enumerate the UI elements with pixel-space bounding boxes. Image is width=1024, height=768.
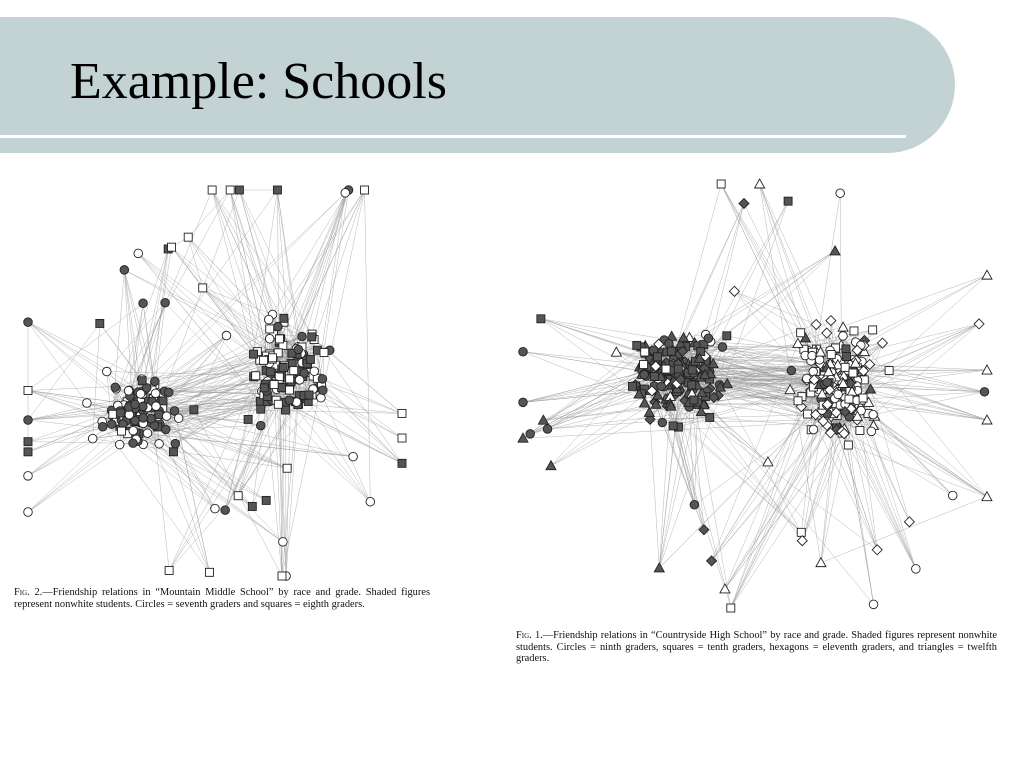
circle-node [256,421,265,430]
circle-node [808,351,817,360]
circle-node [222,331,231,340]
square-node [306,355,314,363]
edge [694,402,697,505]
edge [281,193,346,339]
circle-node [543,425,552,434]
circle-node [174,414,183,423]
edge [711,203,744,341]
square-node [278,384,286,392]
circle-node [162,425,171,434]
square-node [250,350,258,358]
square-node [208,186,216,194]
figure-caption-right [516,630,997,665]
circle-node [24,318,33,327]
figure-caption-left [14,587,430,610]
circle-node [88,434,97,443]
square-node [628,382,636,390]
square-node [869,326,877,334]
square-node [278,572,286,580]
square-node [537,315,545,323]
circle-node [108,420,117,429]
circle-node [802,374,811,383]
edge [675,395,731,608]
square-node [252,372,260,380]
circle-node [102,367,111,376]
square-node [723,332,731,340]
square-node [797,329,805,337]
square-node [257,405,265,413]
square-node [794,397,802,405]
circle-node [690,500,699,509]
triangle-node [755,179,765,188]
circle-node [294,345,303,354]
hexagon-node [826,316,836,326]
circle-node [139,299,148,308]
square-node [308,333,316,341]
square-node [279,363,287,371]
square-node [275,335,283,343]
square-node [155,411,163,419]
circle-node [839,332,848,341]
square-node [283,464,291,472]
square-node [885,367,893,375]
square-node [850,327,858,335]
caption-text: —Friendship relations in “Countryside High School” by race and grade. Shaded figures represent nonwhite students. Circles = ninth graders, squares = tenth graders, hexagons = eleventh graders, and triangles = twelfth graders. [516,630,998,664]
figure-label: Fig. 2. [14,587,43,598]
square-node [260,384,268,392]
edge [272,400,402,463]
edge [844,429,873,605]
hexagon-node [974,319,984,329]
circle-node [298,332,307,341]
square-node [667,347,675,355]
circle-node [366,497,375,506]
square-node [688,366,696,374]
square-node [159,397,167,405]
circle-node [134,249,143,258]
circle-node [98,422,107,431]
triangle-node [816,558,826,567]
slide-title: Example: Schools [70,53,447,110]
circle-node [264,315,273,324]
square-node [688,381,696,389]
square-node [320,349,328,357]
square-node [266,325,274,333]
circle-node [136,390,145,399]
square-node [260,356,268,364]
edge [721,184,831,367]
edge [175,444,215,509]
square-node [849,369,857,377]
circle-node [657,382,666,391]
square-node [361,186,369,194]
circle-node [115,440,124,449]
square-node [305,391,313,399]
triangle-node [838,322,848,331]
square-node [784,197,792,205]
square-node [205,568,213,576]
circle-node [151,377,160,386]
edge [188,237,306,360]
circle-node [24,472,33,481]
hexagon-node [729,286,739,296]
circle-node [124,386,133,395]
circle-node [948,491,957,500]
square-node [844,441,852,449]
edge [291,381,402,438]
square-node [248,502,256,510]
figure-label: Fig. 1. [516,630,543,641]
edge [673,184,721,359]
circle-node [265,334,274,343]
circle-node [151,389,160,398]
square-node [286,375,294,383]
circle-node [912,565,921,574]
edge [650,419,659,568]
circle-node [274,322,283,331]
circle-node [285,396,294,405]
hexagon-node [904,517,914,527]
circle-node [24,508,33,517]
square-node [633,341,641,349]
square-node [654,353,662,361]
square-node [109,410,117,418]
square-node [269,354,277,362]
circle-node [980,388,989,397]
circle-node [155,440,164,449]
square-node [273,186,281,194]
edge [28,303,143,390]
circle-node [295,376,304,385]
square-node [842,345,850,353]
square-node [669,422,677,430]
triangle-node [982,492,992,501]
circle-node [161,298,170,307]
edge [312,193,346,337]
square-node [235,186,243,194]
hexagon-node [872,545,882,555]
square-node [169,448,177,456]
circle-node [171,439,180,448]
title-underline [0,135,906,138]
square-node [727,604,735,612]
square-node [262,496,270,504]
triangle-node [611,347,621,356]
circle-node [526,430,535,439]
triangle-node [982,270,992,279]
circle-node [834,390,843,399]
square-node [706,413,714,421]
circle-node [809,425,818,434]
circle-node [139,414,148,423]
circle-node [836,189,845,198]
square-node [804,410,812,418]
countryside-high-school-network [515,176,995,616]
circle-node [83,399,92,408]
edge [864,380,987,420]
square-node [244,415,252,423]
caption-text: —Friendship relations in “Mountain Middle School” by race and grade. Shaded figures represent nonwhite students. Circles = seventh graders and squares = eighth graders. [14,587,430,610]
edge [731,405,840,608]
square-node [280,314,288,322]
square-node [285,386,293,394]
square-node [117,427,125,435]
mountain-middle-school-network [20,182,410,584]
circle-node [718,343,727,352]
circle-node [519,347,528,356]
circle-node [24,416,33,425]
circle-node [279,538,288,547]
square-node [168,243,176,251]
network-graph-right [515,176,995,616]
square-node [640,361,648,369]
square-node [651,373,659,381]
square-node [641,348,649,356]
square-node [24,386,32,394]
circle-node [162,412,171,421]
circle-node [809,367,818,376]
square-node [226,186,234,194]
square-node [199,284,207,292]
circle-node [519,398,528,407]
circle-node [823,378,832,387]
square-node [274,400,282,408]
square-node [690,396,698,404]
circle-node [120,266,129,275]
circle-node [640,370,649,379]
square-node [856,426,864,434]
edge [285,410,286,576]
circle-node [869,600,878,609]
circle-node [341,189,350,198]
edge [365,190,371,502]
square-node [717,180,725,188]
circle-node [131,400,140,409]
square-node [190,406,198,414]
square-node [859,394,867,402]
square-node [266,368,274,376]
edge [28,420,353,457]
square-node [674,365,682,373]
circle-node [129,426,138,435]
circle-node [111,383,120,392]
edges [523,184,987,608]
square-node [398,459,406,467]
square-node [270,381,278,389]
square-node [165,566,173,574]
circle-node [139,402,148,411]
square-node [797,528,805,536]
circle-node [143,429,152,438]
hexagon-node [797,536,807,546]
square-node [827,351,835,359]
circle-node [704,334,713,343]
circle-node [164,388,173,397]
square-node [697,348,705,356]
square-node [24,448,32,456]
edge [322,383,402,463]
circle-node [318,375,327,384]
square-node [841,363,849,371]
circle-node [211,504,220,513]
circle-node [129,439,138,448]
edge [541,319,639,394]
circle-node [221,506,230,515]
square-node [398,409,406,417]
square-node [290,367,298,375]
square-node [24,438,32,446]
triangle-node [982,365,992,374]
circle-node [147,414,156,423]
hexagon-node [739,198,749,208]
square-node [96,319,104,327]
circle-node [349,452,358,461]
square-node [138,377,146,385]
square-node [845,395,853,403]
square-node [662,365,670,373]
circle-node [787,366,796,375]
circle-node [152,402,161,411]
circle-node [867,427,876,436]
edge [816,193,840,351]
square-node [843,353,851,361]
triangle-node [720,584,730,593]
circle-node [658,418,667,427]
edge [821,497,987,563]
network-graph-left [20,182,410,584]
circle-node [319,386,328,395]
square-node [398,434,406,442]
edges [28,190,402,576]
edge [873,415,953,496]
square-node [116,409,124,417]
edge [889,324,979,371]
circle-node [869,410,878,419]
square-node [184,233,192,241]
edge [836,430,877,550]
square-node [234,492,242,500]
edge [721,184,809,351]
circle-node [310,367,319,376]
